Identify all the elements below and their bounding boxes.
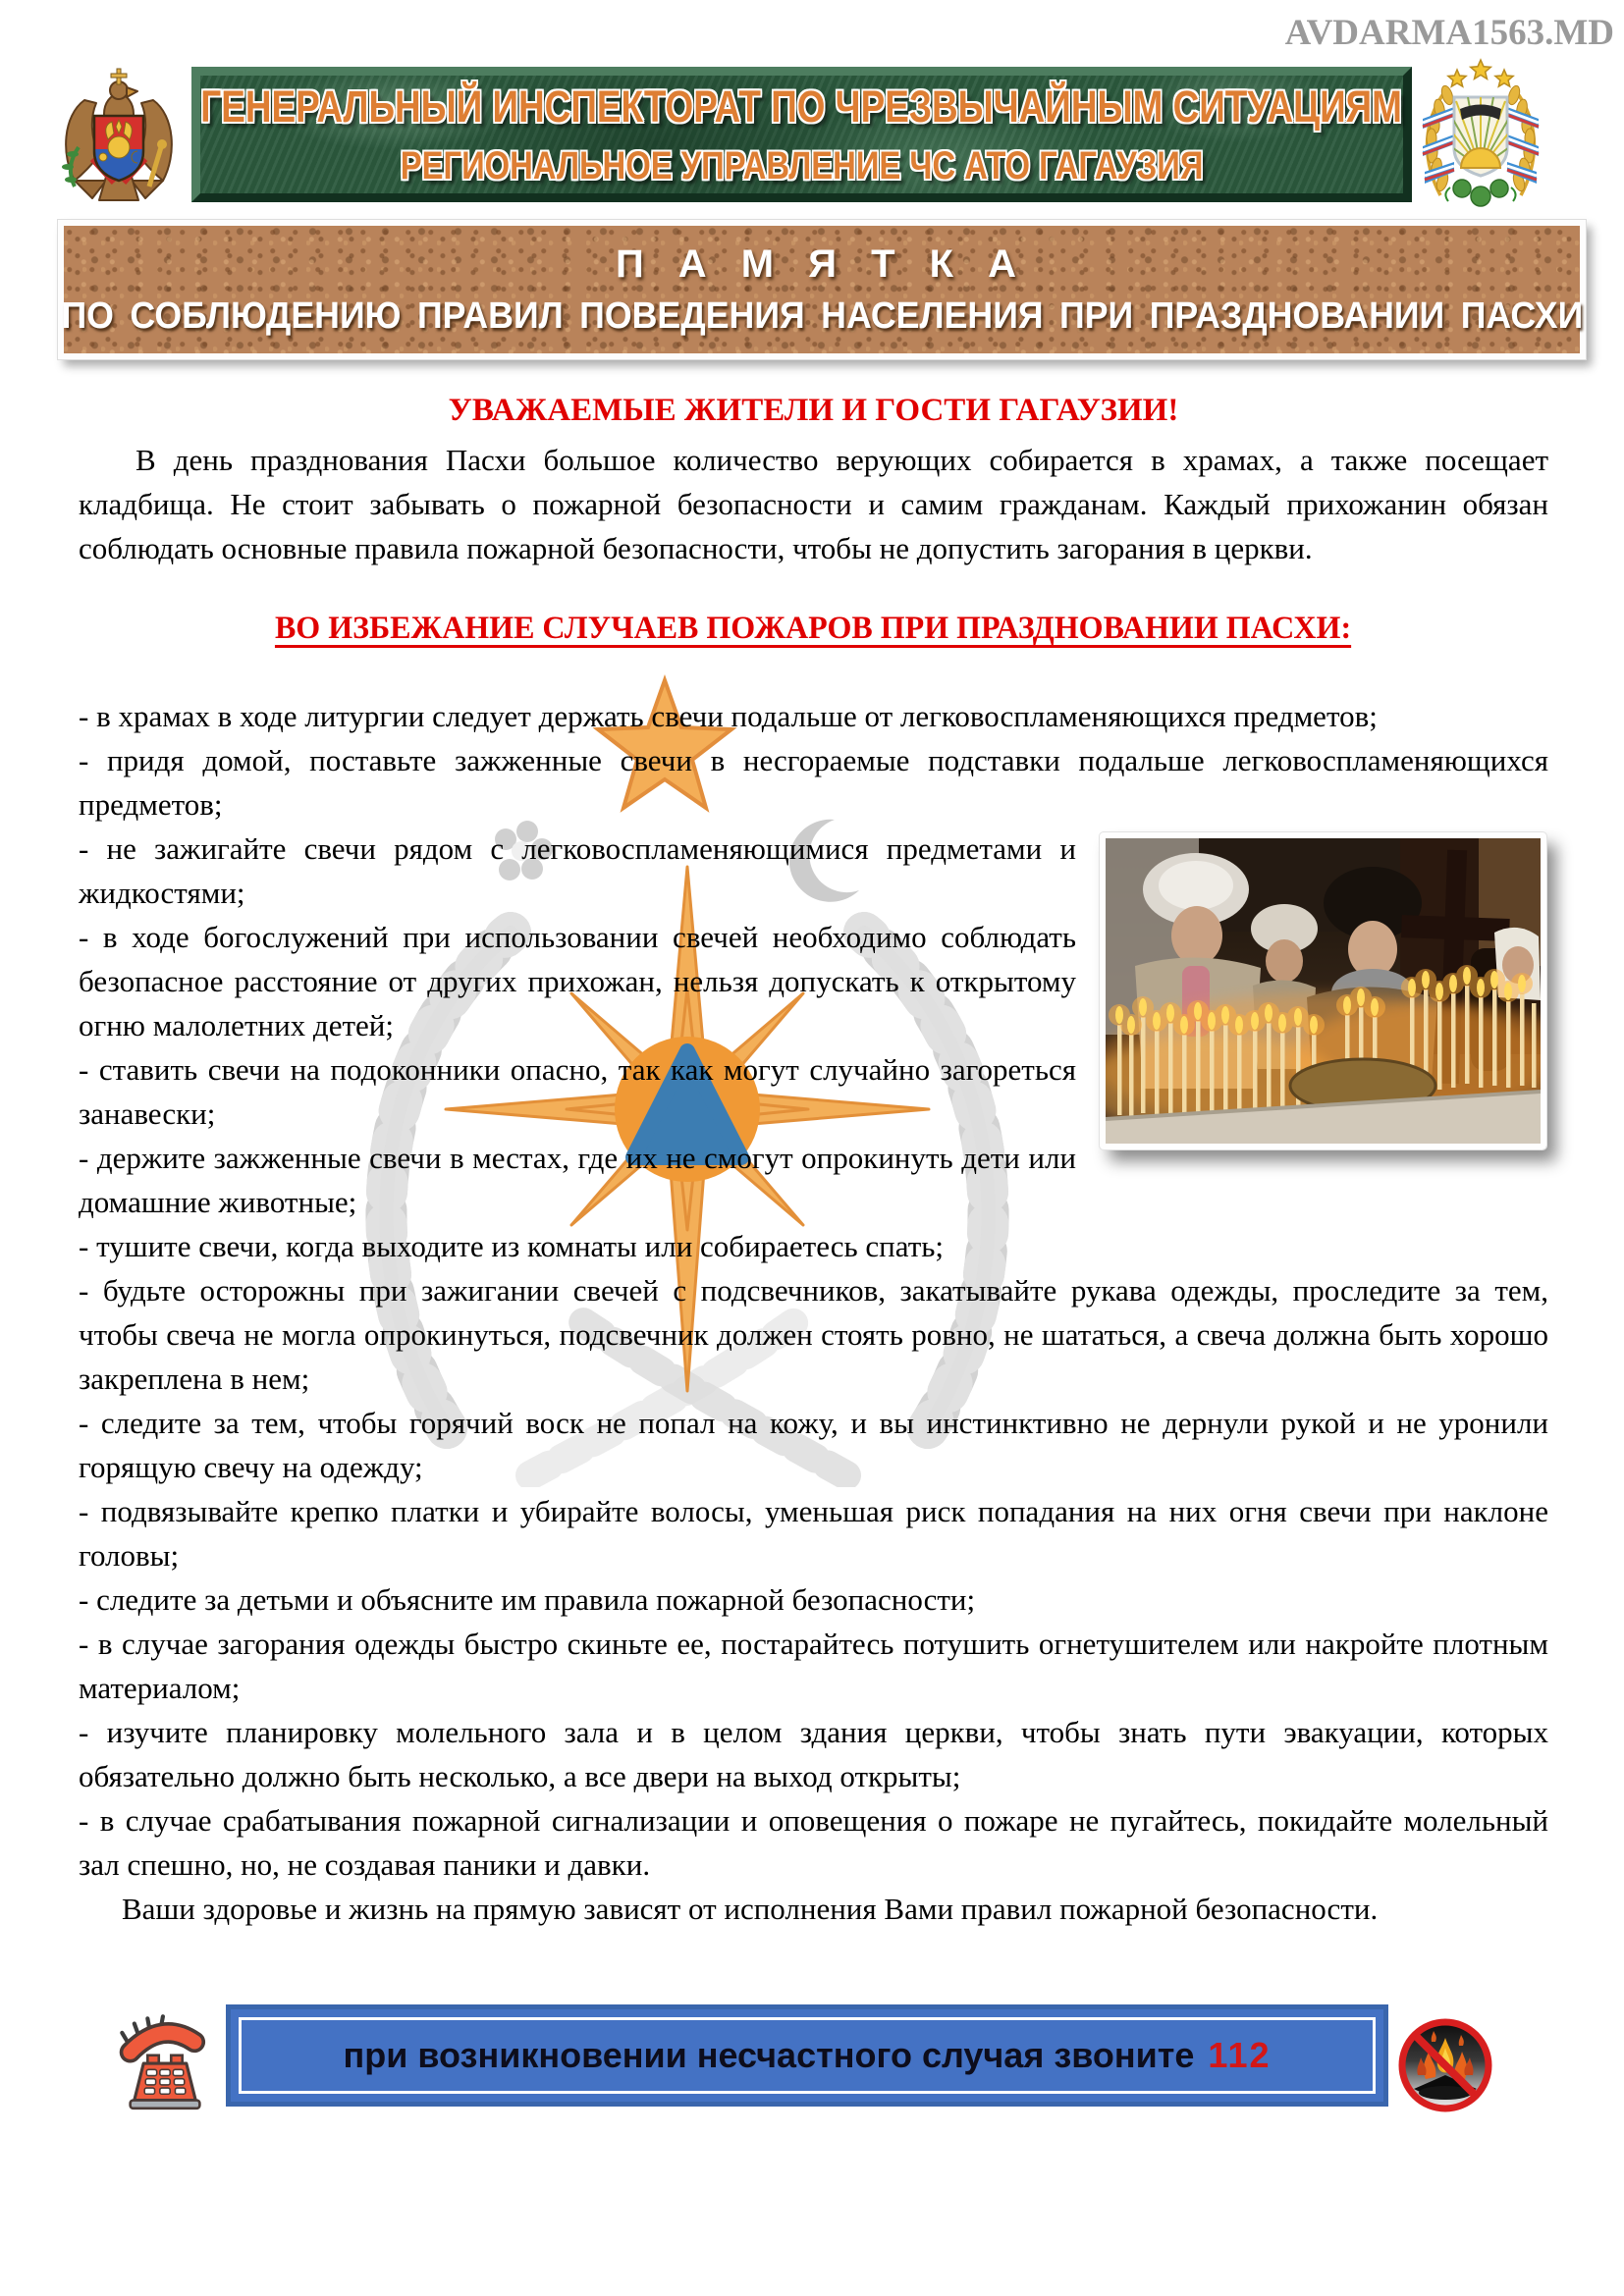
rule-item: - подвязывайте крепко платки и убирайте волосы, уменьшая риск попадания на них огня свечи при наклоне головы; — [79, 1494, 1548, 1573]
emergency-number: 112 — [1208, 2035, 1272, 2075]
emergency-call-banner — [226, 2004, 1388, 2107]
header-line-1: ГЕНЕРАЛЬНЫЙ ИНСПЕКТОРАТ ПО ЧРЕЗВЫЧАЙНЫМ СИТУАЦИЯМ — [200, 80, 1403, 132]
greeting-heading: УВАЖАЕМЫЕ ЖИТЕЛИ И ГОСТИ ГАГАУЗИИ! — [448, 393, 1179, 428]
red-telephone-icon — [114, 2010, 216, 2112]
gagauzia-coat-of-arms-icon — [1411, 57, 1550, 211]
rule-item: - ставить свечи на подоконники опасно, так как могут случайно загореться занавески; — [79, 1052, 1076, 1131]
emergency-call-banner-inner — [239, 2017, 1376, 2094]
section-heading: ВО ИЗБЕЖАНИЕ СЛУЧАЕВ ПОЖАРОВ ПРИ ПРАЗДНОВАНИИ ПАСХИ: — [275, 611, 1352, 646]
no-open-fire-icon — [1396, 2016, 1494, 2114]
content-area — [79, 391, 1548, 1931]
rule-item: - тушите свечи, когда выходите из комнаты или собираетесь спать; — [79, 1229, 945, 1263]
rule-item: - в храмах в ходе литургии следует держать свечи подальше от легковоспламеняющихся предметов; — [79, 699, 1378, 733]
church-candles-photo — [1100, 832, 1546, 1149]
church-candles-photo-image — [1106, 838, 1541, 1144]
header-line-2: РЕГИОНАЛЬНОЕ УПРАВЛЕНИЕ ЧС АТО ГАГАУЗИЯ — [400, 143, 1204, 187]
title-banner — [58, 220, 1586, 359]
rule-item: - в случае загорания одежды быстро скиньте ее, постарайтесь потушить огнетушителем или накройте плотным материалом; — [79, 1627, 1548, 1705]
rule-item: - держите зажженные свечи в местах, где их не смогут опрокинуть дети или домашние животные; — [79, 1141, 1076, 1219]
rule-item: - в случае срабатывания пожарной сигнализации и оповещения о пожаре не пугайтесь, покидайте молельный зал спешно, но, не создавая паники и давки. — [79, 1803, 1548, 1882]
rule-item: - придя домой, поставьте зажженные свечи в несгораемые подставки подальше легковоспламеняющихся предметов; — [79, 743, 1548, 822]
closing-paragraph: Ваши здоровье и жизнь на прямую зависят от исполнения Вами правил пожарной безопасности. — [122, 1892, 1379, 1926]
header-banner — [191, 67, 1412, 202]
rule-item: - следите за тем, чтобы горячий воск не попал на кожу, и вы инстинктивно не дернули рукой и не уронили горящую свечу на одежду; — [79, 1406, 1548, 1484]
site-watermark-text: AVDARMA1563.MD — [1284, 13, 1614, 53]
memo-subtitle: ПО СОБЛЮДЕНИЮ ПРАВИЛ ПОВЕДЕНИЯ НАСЕЛЕНИЯ ПРИ ПРАЗДНОВАНИИ ПАСХИ — [61, 294, 1583, 337]
rule-item: - в ходе богослужений при использовании свечей необходимо соблюдать безопасное расстояние от других прихожан, нельзя допускать к открытому огню малолетних детей; — [79, 920, 1076, 1042]
emergency-call-text: при возникновении несчастного случая звоните — [343, 2035, 1195, 2075]
intro-paragraph: В день празднования Пасхи большое количество верующих собирается в храмах, а также посещает кладбища. Не стоит забывать о пожарной безопасности и самим гражданам. Каждый прихожанин обязан соблюдать основные правила пожарной безопасности, чтобы не допустить загорания в церкви. — [79, 443, 1548, 565]
rule-item: - будьте осторожны при зажигании свечей с подсвечников, закатывайте рукава одежды, проследите за тем, чтобы свеча не могла опрокинуться, подсвечник должен стоять ровно, не шататься, а свеча должна быть хорошо закреплена в нем; — [79, 1273, 1548, 1396]
memo-title: П А М Я Т К А — [615, 241, 1029, 286]
rule-item: - следите за детьми и объясните им правила пожарной безопасности; — [79, 1582, 976, 1617]
rule-item: - изучите планировку молельного зала и в целом здания церкви, чтобы знать пути эвакуации, которых обязательно должно быть несколько, а все двери на выход открыты; — [79, 1715, 1548, 1793]
rule-item: - не зажигайте свечи рядом с легковоспламеняющимися предметами и жидкостями; — [79, 831, 1076, 910]
rules-list — [79, 694, 1548, 1887]
